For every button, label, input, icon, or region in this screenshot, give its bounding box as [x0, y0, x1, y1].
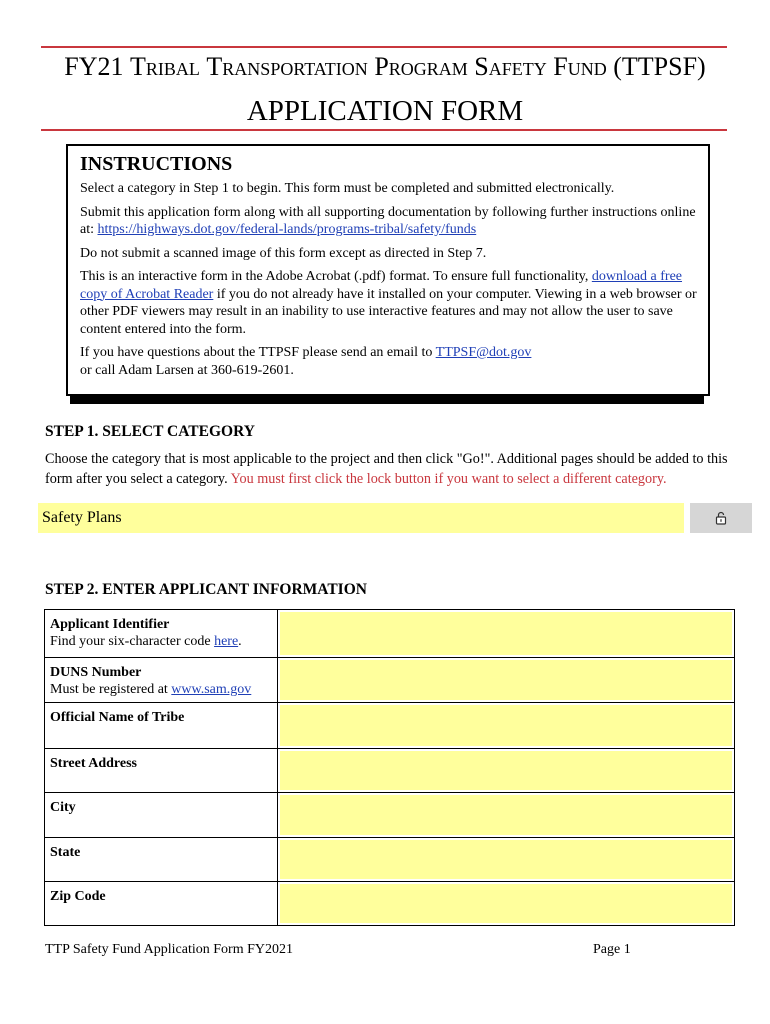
applicant-identifier-input[interactable]: [280, 612, 732, 655]
title-underline-rule: [41, 129, 727, 131]
duns-number-input[interactable]: [280, 660, 732, 700]
step1-warning: You must first click the lock button if you want to select a different category.: [230, 471, 667, 487]
label-official-name: Official Name of Tribe: [45, 703, 278, 748]
funds-link[interactable]: https://highways.dot.gov/federal-lands/programs-tribal/safety/funds: [97, 222, 477, 237]
footer-page-number: Page 1: [593, 942, 631, 957]
step2-heading: STEP 2. ENTER APPLICANT INFORMATION: [45, 581, 367, 598]
instructions-p5: If you have questions about the TTPSF please send an email to TTPSF@dot.gov or call Adam Larsen at 360-619-2601.: [80, 345, 532, 378]
row-duns-number: [45, 658, 734, 703]
row-applicant-identifier: [45, 610, 734, 658]
top-rule: [41, 46, 727, 48]
applicant-info-table: [44, 609, 735, 926]
zip-code-input[interactable]: [280, 884, 732, 923]
label-city: City: [45, 793, 278, 837]
label-street-address: Street Address: [45, 749, 278, 792]
footer-form-name: TTP Safety Fund Application Form FY2021: [45, 942, 293, 957]
instructions-box: [66, 144, 710, 396]
applicant-code-link[interactable]: here: [214, 634, 239, 649]
category-select[interactable]: Safety Plans: [38, 503, 684, 533]
row-city: [45, 793, 734, 838]
row-zip-code: [45, 882, 734, 925]
row-official-name: [45, 703, 734, 749]
label-zip-code: Zip Code: [45, 882, 278, 925]
acrobat-reader-link[interactable]: download a free copy of Acrobat Reader: [80, 269, 683, 302]
step1-heading: STEP 1. SELECT CATEGORY: [45, 423, 255, 440]
instructions-heading: INSTRUCTIONS: [80, 153, 233, 175]
instructions-p4: This is an interactive form in the Adobe Acrobat (.pdf) format. To ensure full functionality, download a free copy of Acrobat Reader if you do not already have it installed on your computer. Viewing in a web browser or other PDF viewers may result in an inability to use interactive features and may not allow the user to save content entered into the form.: [80, 269, 697, 337]
state-input[interactable]: [280, 840, 732, 879]
row-state: [45, 838, 734, 882]
instructions-p3: Do not submit a scanned image of this form except as directed in Step 7.: [80, 245, 487, 261]
street-address-input[interactable]: [280, 751, 732, 790]
label-state: State: [45, 838, 278, 881]
row-street-address: [45, 749, 734, 793]
official-name-input[interactable]: [280, 705, 732, 746]
instructions-p2: Submit this application form along with all supporting documentation by following further instructions online at: https://highways.dot.gov/federal-lands/programs-tribal/safety/funds: [80, 204, 696, 237]
lock-icon: [715, 511, 727, 525]
label-duns-number: DUNS Number Must be registered at www.sam.gov: [45, 658, 278, 702]
sam-gov-link[interactable]: www.sam.gov: [171, 682, 252, 697]
form-title-line1: FY21 Tribal Transportation Program Safety Fund (TTPSF): [64, 52, 706, 81]
step1-description: Choose the category that is most applicable to the project and then click "Go!". Additional pages should be added to this form after you select a category. You must first click the lock button if you want to select a different category.: [45, 451, 728, 487]
lock-button[interactable]: [690, 503, 752, 533]
city-input[interactable]: [280, 795, 732, 835]
instructions-p1: Select a category in Step 1 to begin. This form must be completed and submitted electronically.: [80, 181, 615, 196]
email-link[interactable]: TTPSF@dot.gov: [435, 345, 532, 360]
label-applicant-identifier: Applicant Identifier Find your six-character code here.: [45, 610, 278, 657]
form-title-line2: APPLICATION FORM: [246, 95, 524, 127]
